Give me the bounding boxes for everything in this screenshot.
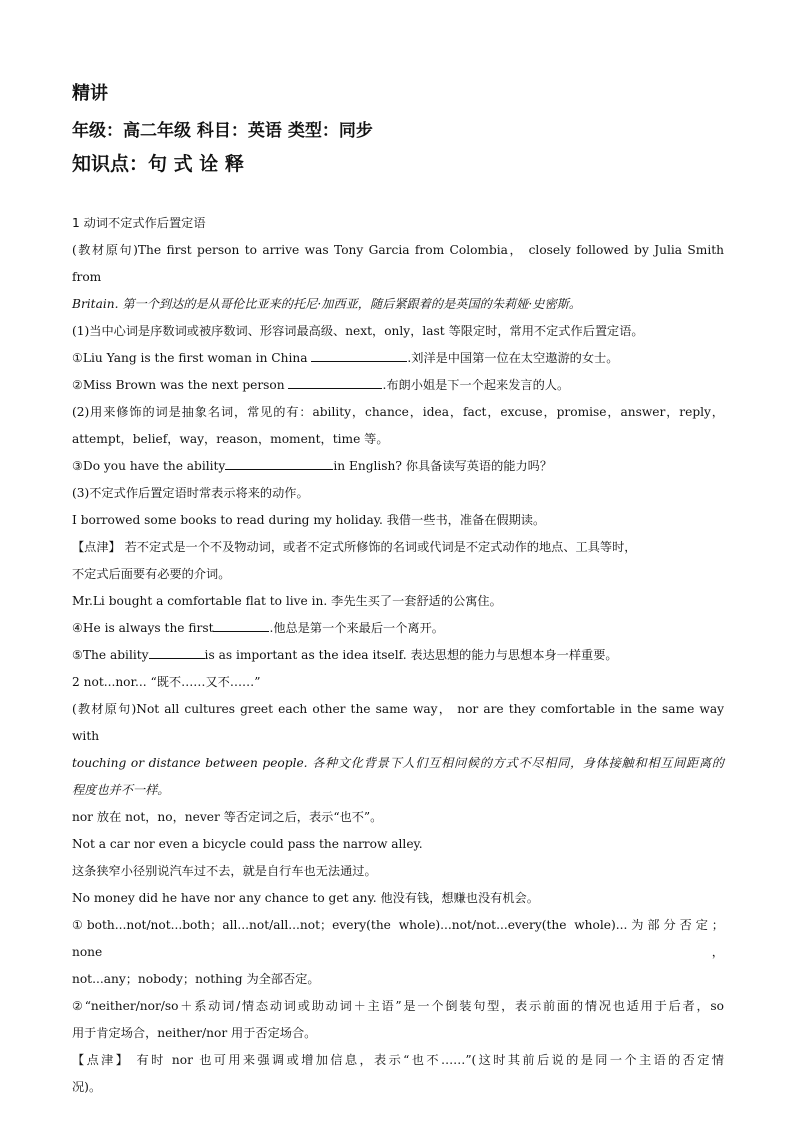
- exercise-4-text-a: ④He is always the first: [72, 621, 214, 635]
- exercise-3-text-b: in English? 你具备读写英语的能力吗？: [333, 459, 553, 473]
- tip-1-cont: 不定式后面要有必要的介词。: [72, 567, 231, 581]
- exercise-1-blank[interactable]: [311, 349, 407, 362]
- translation-2: touching or distance between people. 各种文化背景下人们互相问候的方式不尽相同，身体接触和相互间距离的: [72, 756, 724, 770]
- example-2: Mr.Li bought a comfortable flat to live in. 李先生买了一套舒适的公寓住。: [72, 594, 502, 608]
- exercise-2-blank[interactable]: [288, 376, 382, 389]
- exercise-2: [72, 372, 724, 399]
- section-heading-1: 1 动词不定式作后置定语: [72, 216, 206, 230]
- textbook-sentence-1: (教材原句)The first person to arrive was Tony Garcia from Colombia， closely followed by Julia Smith from: [72, 243, 724, 284]
- exercise-5-blank[interactable]: [149, 646, 205, 659]
- rule-3: (3)不定式作后置定语时常表示将来的动作。: [72, 486, 309, 500]
- rule-2: (2)用来修饰的词是抽象名词，常见的有：ability，chance，idea，fact，excuse，promise，answer，reply，: [72, 405, 724, 419]
- exercise-2-text-a: ②Miss Brown was the next person: [72, 378, 289, 392]
- exercise-4-blank[interactable]: [213, 619, 269, 632]
- example-4: No money did he have nor any chance to get any. 他没有钱，想赚也没有机会。: [72, 891, 539, 905]
- rule-1: (1)当中心词是序数词或被序数词、形容词最高级、next，only，last 等限定时，常用不定式作后置定语。: [72, 324, 644, 338]
- note-2: ②“neither/nor/so＋系动词/情态动词或助动词＋主语”是一个倒装句型，表示前面的情况也适用于后者，so: [72, 999, 724, 1013]
- tip-1: 【点津】 若不定式是一个不及物动词，或者不定式所修饰的名词或代词是不定式动作的地点、工具等时，: [72, 540, 637, 554]
- rule-2-cont: attempt，belief，way，reason，moment，time 等。: [72, 432, 389, 446]
- rule-4: nor 放在 not，no，never 等否定词之后，表示“也不”。: [72, 810, 383, 824]
- exercise-1-text-a: ①Liu Yang is the first woman in China: [72, 351, 312, 365]
- example-1: I borrowed some books to read during my holiday. 我借一些书，准备在假期读。: [72, 513, 546, 527]
- exercise-5-text-b: is as important as the idea itself. 表达思想的能力与思想本身一样重要。: [204, 648, 618, 662]
- translation-1: Britain. 第一个到达的是从哥伦比亚来的托尼·加西亚，随后紧跟着的是英国的朱莉娅·史密斯。: [72, 297, 582, 311]
- exercise-1: [72, 345, 724, 372]
- doc-body: [72, 210, 724, 1101]
- doc-title: 精讲: [72, 83, 108, 104]
- note-2-cont: 用于肯定场合，neither/nor 用于否定场合。: [72, 1026, 317, 1040]
- exercise-3: [72, 453, 724, 480]
- translation-2-cont: 程度也并不一样。: [72, 783, 170, 797]
- example-3-translation: 这条狭窄小径别说汽车过不去，就是自行车也无法通过。: [72, 864, 377, 878]
- exercise-5: [72, 642, 724, 669]
- tip-2: 【点津】 有时 nor 也可用来强调或增加信息，表示“也不……”(这时其前后说的是同一个主语的否定情: [72, 1053, 724, 1067]
- doc-meta: 年级：高二年级 科目：英语 类型：同步: [72, 121, 373, 141]
- exercise-2-text-b: .布朗小姐是下一个起来发言的人。: [382, 378, 570, 392]
- note-1-cont: not...any；nobody；nothing 为全部否定。: [72, 972, 320, 986]
- example-3: Not a car nor even a bicycle could pass the narrow alley.: [72, 837, 423, 851]
- exercise-4: [72, 615, 724, 642]
- exercise-3-blank[interactable]: [225, 457, 333, 470]
- note-1: ①both...not/not...both；all...not/all...not；every(the whole)...not/not...every(the whole)...为部分否定；none，: [72, 918, 724, 959]
- tip-2-cont: 况)。: [72, 1080, 102, 1094]
- exercise-3-text-a: ③Do you have the ability: [72, 459, 226, 473]
- document-page: [72, 80, 724, 1101]
- exercise-5-text-a: ⑤The ability: [72, 648, 149, 662]
- textbook-sentence-2: (教材原句)Not all cultures greet each other the same way， nor are they comfortable in the same way with: [72, 702, 724, 743]
- exercise-1-text-b: .刘洋是中国第一位在太空遨游的女士。: [407, 351, 619, 365]
- section-heading-2: 2 not...nor... “既不……又不……”: [72, 675, 261, 689]
- exercise-4-text-b: .他总是第一个来最后一个离开。: [269, 621, 444, 635]
- doc-topic: 知识点：句 式 诠 释: [72, 153, 244, 175]
